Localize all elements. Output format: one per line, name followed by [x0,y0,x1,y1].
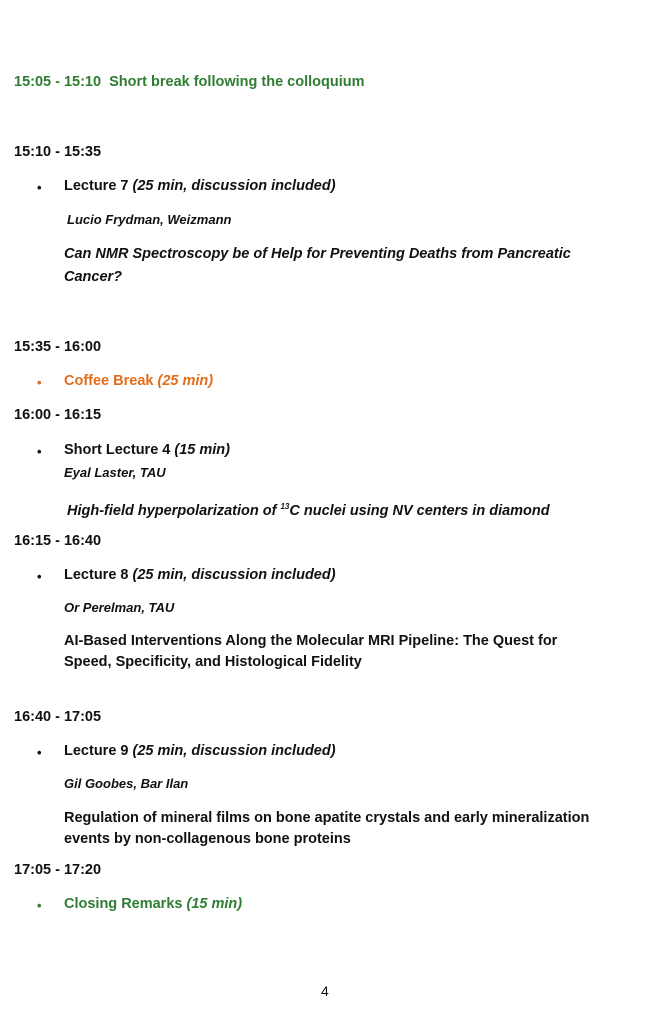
slot3-time: 16:00 - 16:15 [14,407,102,423]
slot5-item [64,743,336,759]
slot6-item-label: Closing Remarks [64,896,183,912]
slot3-title [67,495,550,523]
slot5-time: 16:40 - 17:05 [14,709,102,725]
slot4-bullet: • [37,569,42,584]
slot3-item [64,442,230,458]
slot3-title-post: C nuclei using NV centers in diamond [289,502,550,519]
slot2-duration: (25 min) [157,373,214,389]
slot1-item [64,178,336,194]
slot2-bullet: • [37,375,42,390]
slot6-item [64,896,242,912]
slot5-title-line1: Regulation of mineral films on bone apatite crystals and early mineralization [64,810,590,826]
slot4-title-line1: AI-Based Interventions Along the Molecular MRI Pipeline: The Quest for [64,633,558,649]
slot1-title-line2: Cancer? [64,269,123,285]
slot1-title [64,243,571,289]
slot5-bullet: • [37,745,42,760]
short-break-label: Short break following the colloquium [109,74,365,90]
slot4-title-line2: Speed, Specificity, and Histological Fidelity [64,654,362,670]
slot4-title [64,631,557,673]
slot2-time: 15:35 - 16:00 [14,339,102,355]
slot5-duration: (25 min, discussion included) [132,743,336,759]
slot5-speaker: Gil Goobes, Bar Ilan [64,776,189,791]
slot3-title-pre: High-field hyperpolarization of [67,502,281,519]
slot4-speaker: Or Perelman, TAU [64,600,175,615]
slot3-title-sup: 13 [280,502,290,511]
slot3-bullet: • [37,444,42,459]
slot1-duration: (25 min, discussion included) [132,178,336,194]
slot1-item-label: Lecture 7 [64,178,129,194]
slot3-item-label: Short Lecture 4 [64,442,171,458]
slot1-time: 15:10 - 15:35 [14,144,102,160]
slot3-duration: (15 min) [174,442,230,458]
slot2-item [64,373,213,389]
page-number: 4 [321,983,329,999]
slot6-bullet: • [37,898,42,913]
slot4-time: 16:15 - 16:40 [14,533,102,549]
slot2-item-label: Coffee Break [64,373,154,389]
slot1-title-line1: Can NMR Spectroscopy be of Help for Preventing Deaths from Pancreatic [64,246,571,262]
slot5-title-line2: events by non-collagenous bone proteins [64,831,351,847]
slot1-bullet: • [37,180,42,195]
slot4-item [64,567,336,583]
short-break-line [14,74,365,90]
slot3-speaker: Eyal Laster, TAU [64,465,166,480]
slot1-speaker: Lucio Frydman, Weizmann [67,212,232,227]
slot5-item-label: Lecture 9 [64,743,129,759]
slot4-item-label: Lecture 8 [64,567,129,583]
slot6-time: 17:05 - 17:20 [14,862,102,878]
slot6-duration: (15 min) [186,896,243,912]
slot4-duration: (25 min, discussion included) [132,567,336,583]
short-break-time: 15:05 - 15:10 [14,74,102,90]
slot5-title [64,808,589,850]
